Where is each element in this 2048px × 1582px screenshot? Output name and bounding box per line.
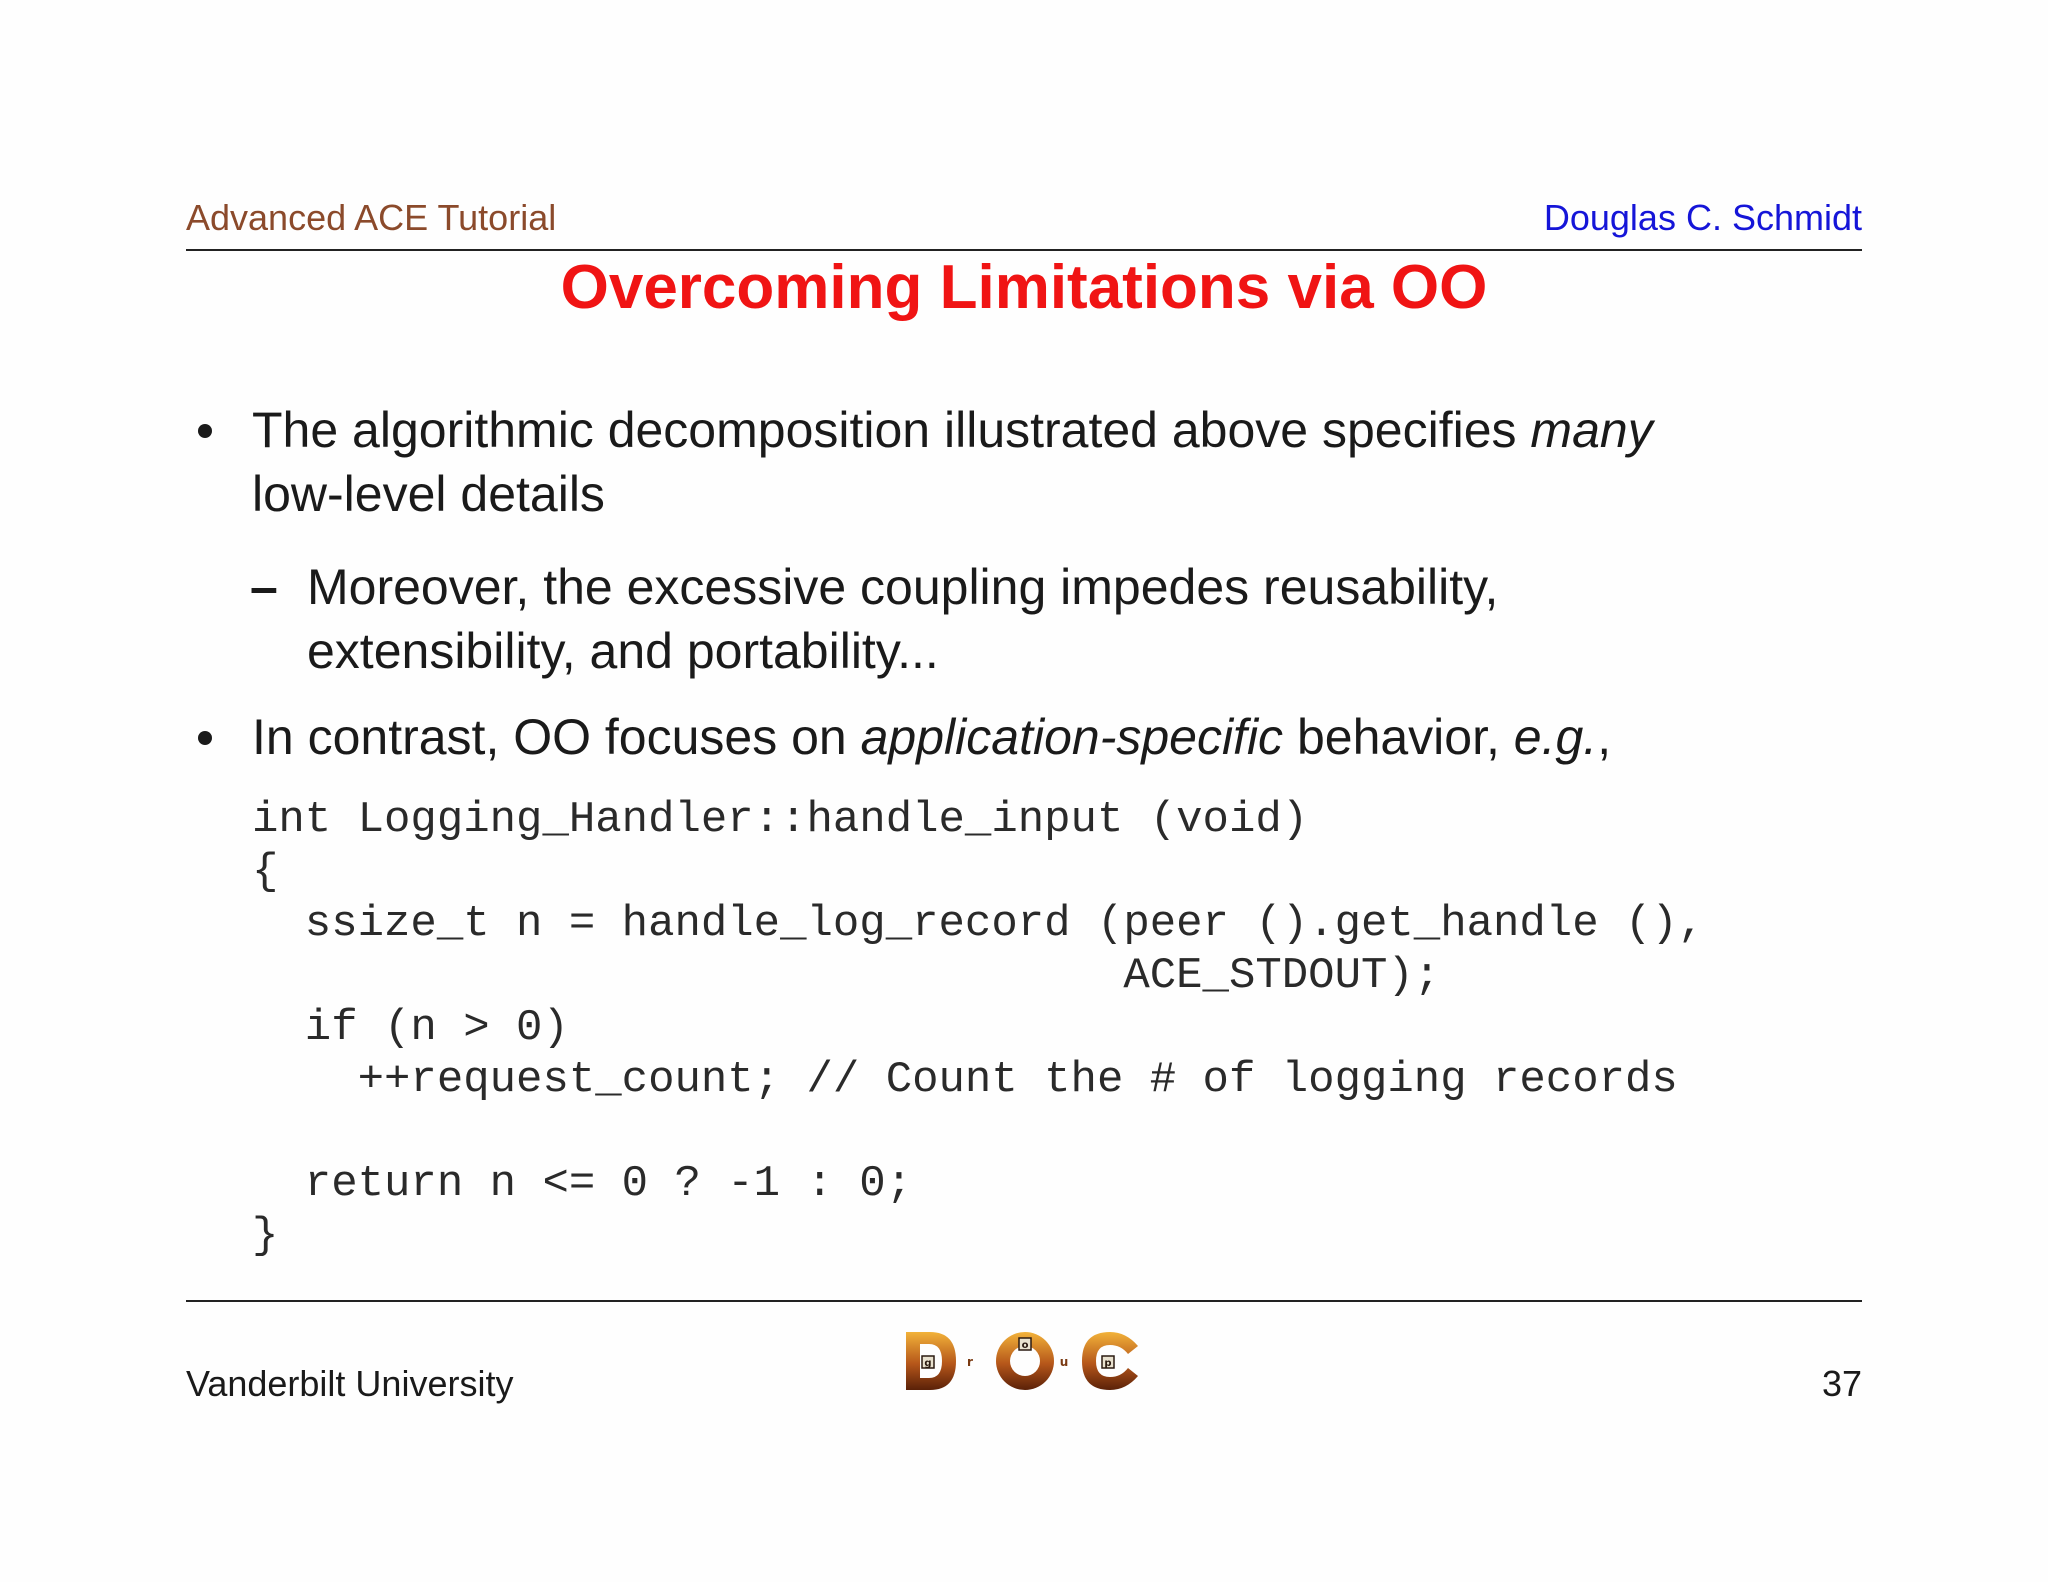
dash-icon: – [250, 559, 278, 615]
svg-text:u: u [1059, 1355, 1069, 1369]
code-block: int Logging_Handler::handle_input (void) { ssize_t n = handle_log_record (peer ().get_handle (), ACE_STDOUT); if (n > 0) ++request_count; // Count the # of logging records return n <= 0 ? -1 : 0; } [252, 795, 1705, 1261]
bullet-dot-icon [198, 424, 212, 438]
slide-title: Overcoming Limitations via OO [560, 253, 1488, 322]
bullet-emphasis: application-specific [860, 709, 1284, 765]
svg-text:o: o [1021, 1340, 1029, 1351]
bullet-emphasis: e.g. [1513, 709, 1598, 765]
bullet-text-part: , [1597, 709, 1612, 765]
bullet-text-line2: low-level details [252, 466, 605, 522]
footer-institution: Vanderbilt University [186, 1363, 514, 1404]
sub-bullet-line2: extensibility, and portability... [307, 623, 939, 679]
bullet-emphasis: many [1530, 402, 1653, 458]
bullet-text-part: The algorithmic decomposition illustrated above specifies [252, 402, 1531, 458]
sub-bullet-text [307, 555, 1498, 683]
bullet-text-part: behavior, [1283, 709, 1514, 765]
page-number: 37 [1821, 1363, 1862, 1404]
footer-divider [186, 1300, 1862, 1302]
header-author: Douglas C. Schmidt [1543, 197, 1862, 238]
bullet-dot-icon [198, 731, 212, 745]
bullet-text-part: In contrast, OO focuses on [252, 709, 861, 765]
sub-bullet-line1: Moreover, the excessive coupling impedes reusability, [307, 559, 1499, 615]
bullet-text [252, 398, 1653, 526]
svg-text:p: p [1104, 1358, 1112, 1369]
header-course-title: Advanced ACE Tutorial [186, 197, 557, 238]
svg-text:r: r [967, 1355, 973, 1369]
svg-text:g: g [924, 1358, 932, 1369]
bullet-text [252, 705, 1611, 769]
doc-group-logo [900, 1326, 1150, 1396]
